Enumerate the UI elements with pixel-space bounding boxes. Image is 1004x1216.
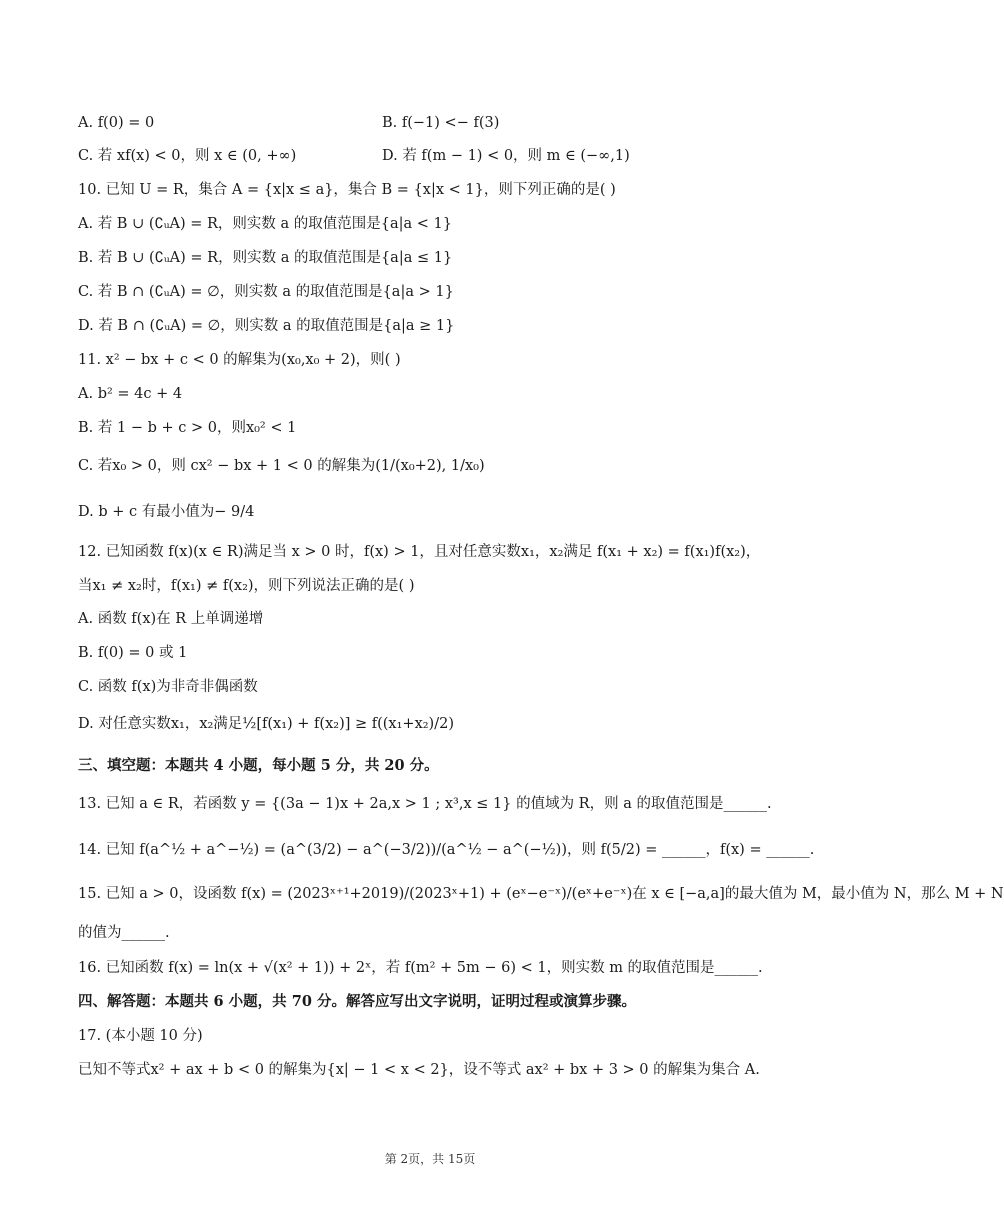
text-line-l02: B. f(−1) <− f(3): [382, 115, 500, 131]
text-line-l18: B. f(0) = 0 或 1: [78, 645, 188, 661]
text-line-l14: D. b + c 有最小值为− 9/4: [78, 504, 255, 520]
text-line-l10: 11. x² − bx + c < 0 的解集为(x₀,x₀ + 2)，则( ): [78, 352, 401, 368]
text-line-l15: 12. 已知函数 f(x)(x ∈ R)满足当 x > 0 时，f(x) > 1，且对任意实数x₁，x₂满足 f(x₁ + x₂) = f(x₁)f(x₂)，: [78, 544, 761, 560]
text-line-l20: D. 对任意实数x₁，x₂满足½[f(x₁) + f(x₂)] ≥ f((x₁+x₂)/2): [78, 716, 454, 732]
text-line-l23: 14. 已知 f(a^½ + a^−½) = (a^(3/2) − a^(−3/2))/(a^½ − a^(−½))，则 f(5/2) = ______，f(x) = ______.: [78, 842, 815, 858]
text-line-l06: A. 若 B ∪ (∁ᵤA) = R，则实数 a 的取值范围是{a|a < 1}: [78, 216, 452, 232]
text-line-l16: 当x₁ ≠ x₂时，f(x₁) ≠ f(x₂)，则下列说法正确的是( ): [78, 578, 415, 594]
text-line-l26: 16. 已知函数 f(x) = ln(x + √(x² + 1)) + 2ˣ，若 f(m² + 5m − 6) < 1，则实数 m 的取值范围是______.: [78, 960, 763, 976]
text-line-l25: 的值为______.: [78, 925, 170, 941]
text-line-l03: C. 若 xf(x) < 0，则 x ∈ (0, +∞): [78, 148, 297, 164]
text-line-l11: A. b² = 4c + 4: [78, 386, 183, 402]
text-line-l12: B. 若 1 − b + c > 0，则x₀² < 1: [78, 420, 297, 436]
text-line-l01: A. f(0) = 0: [78, 115, 155, 131]
text-line-l09: D. 若 B ∩ (∁ᵤA) = ∅，则实数 a 的取值范围是{a|a ≥ 1}: [78, 318, 455, 334]
text-line-l27: 四、解答题：本题共 6 小题，共 70 分。解答应写出文字说明，证明过程或演算步骤。: [78, 993, 636, 1010]
text-line-l17: A. 函数 f(x)在 R 上单调递增: [78, 611, 264, 627]
text-line-l05: 10. 已知 U = R，集合 A = {x|x ≤ a}，集合 B = {x|x < 1}，则下列正确的是( ): [78, 182, 616, 198]
text-line-l13: C. 若x₀ > 0，则 cx² − bx + 1 < 0 的解集为(1/(x₀+2), 1/x₀): [78, 458, 485, 474]
text-line-l24: 15. 已知 a > 0，设函数 f(x) = (2023ˣ⁺¹+2019)/(2023ˣ+1) + (eˣ−e⁻ˣ)/(eˣ+e⁻ˣ)在 x ∈ [−a,a]的最大值为 M，最小值为 N，那么 M + N: [78, 886, 1004, 902]
text-line-l21: 三、填空题：本题共 4 小题，每小题 5 分，共 20 分。: [78, 757, 439, 774]
text-line-l08: C. 若 B ∩ (∁ᵤA) = ∅，则实数 a 的取值范围是{a|a > 1}: [78, 284, 454, 300]
text-line-l04: D. 若 f(m − 1) < 0，则 m ∈ (−∞,1): [382, 148, 630, 164]
text-line-l28: 17. (本小题 10 分): [78, 1028, 203, 1044]
page-footer: 第 2页，共 15页: [384, 1152, 476, 1166]
text-line-l22: 13. 已知 a ∈ R，若函数 y = {(3a − 1)x + 2a,x > 1 ; x³,x ≤ 1} 的值域为 R，则 a 的取值范围是______.: [78, 796, 772, 812]
text-line-l29: 已知不等式x² + ax + b < 0 的解集为{x| − 1 < x < 2}，设不等式 ax² + bx + 3 > 0 的解集为集合 A.: [78, 1062, 760, 1078]
text-line-l07: B. 若 B ∪ (∁ᵤA) = R，则实数 a 的取值范围是{a|a ≤ 1}: [78, 250, 453, 266]
text-line-l19: C. 函数 f(x)为非奇非偶函数: [78, 679, 258, 695]
